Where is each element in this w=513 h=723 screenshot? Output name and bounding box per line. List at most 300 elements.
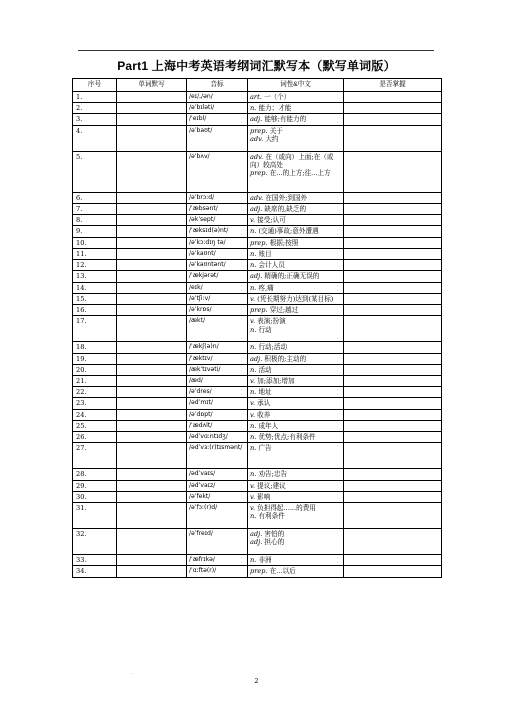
part-of-speech: n. — [250, 227, 257, 236]
chinese-meaning: 害怕的 — [264, 530, 285, 539]
phonetic: /ədˈvaɪs/ — [187, 469, 248, 480]
chinese-meaning: 接受;认可 — [257, 216, 286, 225]
meaning-line — [250, 433, 341, 441]
phonetic: /əˈkrɒs/ — [187, 305, 248, 316]
part-of-speech: v. — [250, 410, 256, 419]
mastered-blank[interactable] — [344, 432, 442, 443]
meaning — [248, 375, 344, 386]
meaning — [248, 555, 344, 566]
word-blank[interactable] — [117, 480, 187, 491]
chinese-meaning: 影响 — [257, 492, 271, 501]
chinese-meaning: 行动 — [258, 325, 272, 334]
word-blank[interactable] — [117, 420, 187, 431]
mastered-blank[interactable] — [344, 364, 442, 375]
row-number: 27. — [73, 443, 117, 469]
chinese-meaning: 账目 — [258, 249, 272, 258]
phonetic: /əˈtʃiːv/ — [187, 293, 248, 304]
part-of-speech: art. — [250, 93, 262, 101]
table-row — [73, 443, 442, 469]
meaning-line — [250, 127, 341, 135]
word-blank[interactable] — [117, 469, 187, 480]
chinese-meaning: 负担得起......的费用 — [257, 504, 316, 513]
phonetic: /əˈbʌv/ — [187, 151, 248, 192]
chinese-meaning: 会计人员 — [258, 261, 285, 270]
word-blank[interactable] — [117, 342, 187, 353]
phonetic: /əˈbrɔːd/ — [187, 192, 248, 203]
word-blank[interactable] — [117, 316, 187, 342]
part-of-speech: adj. — [250, 538, 263, 547]
meaning — [248, 192, 344, 203]
mastered-blank[interactable] — [344, 237, 442, 248]
meaning — [248, 293, 344, 304]
table-row — [73, 529, 442, 555]
meaning-line — [250, 411, 341, 419]
meaning-line — [250, 399, 341, 407]
word-blank[interactable] — [117, 305, 187, 316]
mastered-blank[interactable] — [344, 260, 442, 271]
meaning-line — [250, 216, 341, 224]
chinese-meaning: 承认 — [257, 399, 271, 408]
row-number: 25. — [73, 420, 117, 431]
phonetic: /əˈbaʊt/ — [187, 125, 248, 151]
phonetic: /ˈæfrɪkə/ — [187, 555, 248, 566]
word-blank[interactable] — [117, 103, 187, 114]
part-of-speech: prep. — [250, 238, 268, 247]
word-blank[interactable] — [117, 215, 187, 226]
word-blank[interactable] — [117, 237, 187, 248]
meaning-line — [250, 295, 341, 303]
row-number: 31. — [73, 503, 117, 529]
chinese-meaning: 劝告;忠告 — [258, 470, 288, 479]
meaning-line — [250, 261, 341, 269]
word-blank[interactable] — [117, 151, 187, 192]
row-number: 28. — [73, 469, 117, 480]
header-rule — [78, 50, 434, 51]
chinese-meaning: 能够;有能力的 — [264, 115, 307, 124]
phonetic: /əˈkaʊntənt/ — [187, 260, 248, 271]
mastered-blank[interactable] — [344, 226, 442, 237]
meaning-line — [250, 153, 341, 169]
phonetic: /ækt/ — [187, 316, 248, 342]
table-row — [73, 226, 442, 237]
row-number: 32. — [73, 529, 117, 555]
table-row — [73, 114, 442, 125]
mastered-blank[interactable] — [344, 409, 442, 420]
row-number: 12. — [73, 260, 117, 271]
mastered-blank[interactable] — [344, 282, 442, 293]
table-row — [73, 503, 442, 529]
part-of-speech: n. — [250, 470, 257, 479]
table-row — [73, 342, 442, 353]
meaning — [248, 409, 344, 420]
meaning — [248, 443, 344, 469]
phonetic: /ˈɑːftə(r)/ — [187, 566, 248, 577]
meaning-line — [250, 239, 341, 247]
meaning — [248, 92, 344, 103]
phonetic: /əˈdɒpt/ — [187, 409, 248, 420]
part-of-speech: n. — [250, 261, 257, 270]
row-number: 18. — [73, 342, 117, 353]
part-of-speech: n. — [250, 343, 257, 352]
meaning-line — [250, 317, 341, 325]
meaning — [248, 353, 344, 364]
meaning-line — [250, 493, 341, 501]
meaning-line — [250, 470, 341, 478]
chinese-meaning: 在（或向）上面;在（或向）较高处 — [250, 152, 334, 169]
row-number: 29. — [73, 480, 117, 491]
row-number: 30. — [73, 491, 117, 502]
part-of-speech: n. — [250, 433, 257, 442]
mastered-blank[interactable] — [344, 353, 442, 364]
meaning-line — [250, 366, 341, 374]
meaning — [248, 480, 344, 491]
word-blank[interactable] — [117, 364, 187, 375]
row-number: 34. — [73, 566, 117, 577]
meaning-line — [250, 272, 341, 280]
meaning — [248, 237, 344, 248]
meaning-line — [250, 115, 341, 123]
word-blank[interactable] — [117, 226, 187, 237]
header-phonetic: 音标 — [187, 79, 248, 92]
mastered-blank[interactable] — [344, 305, 442, 316]
row-number: 10. — [73, 237, 117, 248]
phonetic: /ækˈtɪvəti/ — [187, 364, 248, 375]
meaning-line — [250, 444, 341, 452]
meaning — [248, 151, 344, 192]
meaning-line — [250, 556, 341, 564]
table-row — [73, 316, 442, 342]
table-row — [73, 125, 442, 151]
part-of-speech: n. — [250, 104, 257, 113]
word-blank[interactable] — [117, 260, 187, 271]
meaning — [248, 432, 344, 443]
part-of-speech: prep. — [250, 567, 268, 576]
chinese-meaning: (交通)事故;意外遭遇 — [258, 227, 319, 236]
phonetic: /ədˈvɜː(r)tɪsmənt/ — [187, 443, 248, 469]
meaning — [248, 387, 344, 398]
meaning — [248, 226, 344, 237]
word-blank[interactable] — [117, 409, 187, 420]
mastered-blank[interactable] — [344, 503, 442, 529]
header-meaning: 词性&中文 — [248, 79, 344, 92]
chinese-meaning: (凭长期努力)达到(某目标) — [257, 294, 334, 303]
chinese-meaning: 缺席的,缺乏的 — [264, 204, 307, 213]
chinese-meaning: 疼,痛 — [258, 283, 274, 292]
row-number: 3. — [73, 114, 117, 125]
table-row — [73, 271, 442, 282]
row-number: 19. — [73, 353, 117, 364]
phonetic: /ˈæktɪv/ — [187, 353, 248, 364]
chinese-meaning: 有利条件 — [258, 512, 285, 521]
part-of-speech: adj. — [250, 115, 263, 124]
chinese-meaning: 一（个） — [263, 93, 291, 101]
table-row — [73, 237, 442, 248]
meaning-line — [250, 135, 341, 143]
row-number: 1. — [73, 92, 117, 103]
header-mastered: 是否掌握 — [344, 79, 442, 92]
row-number: 2. — [73, 103, 117, 114]
part-of-speech: n. — [250, 556, 257, 565]
chinese-meaning: 广告 — [258, 444, 272, 453]
meaning-line — [250, 567, 341, 575]
mastered-blank[interactable] — [344, 293, 442, 304]
meaning — [248, 529, 344, 555]
row-number: 16. — [73, 305, 117, 316]
table-row — [73, 215, 442, 226]
chinese-meaning: 行动;活动 — [258, 343, 288, 352]
meaning — [248, 215, 344, 226]
part-of-speech: prep. — [250, 169, 268, 178]
row-number: 20. — [73, 364, 117, 375]
meaning — [248, 103, 344, 114]
meaning — [248, 305, 344, 316]
header-number: 序号 — [73, 79, 117, 92]
mastered-blank[interactable] — [344, 114, 442, 125]
chinese-meaning: 表演;扮演 — [257, 317, 286, 326]
part-of-speech: n. — [250, 421, 257, 430]
meaning — [248, 114, 344, 125]
chinese-meaning: 成年人 — [258, 421, 279, 430]
mastered-blank[interactable] — [344, 248, 442, 259]
meaning-line — [250, 205, 341, 213]
phonetic: /əˈdres/ — [187, 387, 248, 398]
phonetic: /eɪk/ — [187, 282, 248, 293]
table-row — [73, 192, 442, 203]
mastered-blank[interactable] — [344, 203, 442, 214]
row-number: 15. — [73, 293, 117, 304]
mastered-blank[interactable] — [344, 491, 442, 502]
part-of-speech: n. — [250, 283, 257, 292]
mastered-blank[interactable] — [344, 420, 442, 431]
table-row — [73, 203, 442, 214]
chinese-meaning: 活动 — [258, 365, 272, 374]
meaning-line — [250, 194, 341, 202]
word-blank[interactable] — [117, 491, 187, 502]
mastered-blank[interactable] — [344, 443, 442, 469]
table-row — [73, 491, 442, 502]
table-row — [73, 260, 442, 271]
word-blank[interactable] — [117, 125, 187, 151]
table-row — [73, 566, 442, 577]
word-blank[interactable] — [117, 443, 187, 469]
table-header-row — [73, 79, 442, 92]
word-blank[interactable] — [117, 203, 187, 214]
meaning-line — [250, 93, 341, 101]
word-blank[interactable] — [117, 353, 187, 364]
row-number: 8. — [73, 215, 117, 226]
mastered-blank[interactable] — [344, 566, 442, 577]
word-blank[interactable] — [117, 432, 187, 443]
phonetic: /eɪ/,/ən/ — [187, 92, 248, 103]
meaning-line — [250, 512, 341, 520]
meaning — [248, 125, 344, 151]
phonetic: /ˈækjərət/ — [187, 271, 248, 282]
mastered-blank[interactable] — [344, 192, 442, 203]
word-blank[interactable] — [117, 387, 187, 398]
phonetic: /ˈædʌlt/ — [187, 420, 248, 431]
phonetic: /ədˈvɑːntɪdʒ/ — [187, 432, 248, 443]
header-spelling: 单词默写 — [117, 79, 187, 92]
row-number: 4. — [73, 125, 117, 151]
row-number: 24. — [73, 409, 117, 420]
part-of-speech: v. — [250, 481, 256, 490]
mastered-blank[interactable] — [344, 469, 442, 480]
word-blank[interactable] — [117, 282, 187, 293]
chinese-meaning: 加;添加;增加 — [257, 376, 295, 385]
table-row — [73, 353, 442, 364]
chinese-meaning: 积极的;主动的 — [264, 354, 307, 363]
part-of-speech: prep. — [250, 126, 268, 135]
row-number: 7. — [73, 203, 117, 214]
meaning-line — [250, 306, 341, 314]
table-row — [73, 248, 442, 259]
row-number: 17. — [73, 316, 117, 342]
part-of-speech: prep. — [250, 306, 268, 315]
row-number: 5. — [73, 151, 117, 192]
phonetic: /əˈkɔːdɪŋ tə/ — [187, 237, 248, 248]
meaning-line — [250, 482, 341, 490]
chinese-meaning: 担心的 — [264, 538, 285, 547]
meaning — [248, 420, 344, 431]
mastered-blank[interactable] — [344, 151, 442, 192]
row-number: 14. — [73, 282, 117, 293]
part-of-speech: adj. — [250, 272, 263, 281]
mastered-blank[interactable] — [344, 271, 442, 282]
part-of-speech: n. — [250, 388, 257, 397]
table-row — [73, 375, 442, 386]
word-blank[interactable] — [117, 398, 187, 409]
phonetic: /əˈfekt/ — [187, 491, 248, 502]
word-blank[interactable] — [117, 114, 187, 125]
row-number: 13. — [73, 271, 117, 282]
table-row — [73, 293, 442, 304]
word-blank[interactable] — [117, 92, 187, 103]
word-blank[interactable] — [117, 293, 187, 304]
meaning — [248, 503, 344, 529]
meaning-line — [250, 355, 341, 363]
meaning-line — [250, 250, 341, 258]
row-number: 6. — [73, 192, 117, 203]
meaning — [248, 248, 344, 259]
chinese-meaning: 能力；才能 — [258, 104, 292, 113]
phonetic: /əkˈsept/ — [187, 215, 248, 226]
meaning — [248, 566, 344, 577]
phonetic: /ˈækʃ(ə)n/ — [187, 342, 248, 353]
word-blank[interactable] — [117, 503, 187, 529]
table-row — [73, 103, 442, 114]
meaning-line — [250, 388, 341, 396]
chinese-meaning: 地址 — [258, 388, 272, 397]
part-of-speech: adj. — [250, 354, 263, 363]
part-of-speech: v. — [250, 492, 256, 501]
mastered-blank[interactable] — [344, 480, 442, 491]
chinese-meaning: 精确的;正确无误的 — [264, 272, 320, 281]
phonetic: /ədˈvaɪz/ — [187, 480, 248, 491]
footer-mark: . — [131, 669, 133, 676]
row-number: 23. — [73, 398, 117, 409]
chinese-meaning: 大约 — [265, 134, 279, 143]
chinese-meaning: 根据;按照 — [269, 238, 299, 247]
chinese-meaning: 在...的上方;往...上方 — [269, 169, 331, 178]
word-blank[interactable] — [117, 248, 187, 259]
row-number: 11. — [73, 248, 117, 259]
word-blank[interactable] — [117, 566, 187, 577]
table-row — [73, 555, 442, 566]
meaning — [248, 260, 344, 271]
mastered-blank[interactable] — [344, 215, 442, 226]
chinese-meaning: 在国外;到国外 — [265, 193, 308, 202]
mastered-blank[interactable] — [344, 398, 442, 409]
meaning — [248, 203, 344, 214]
word-blank[interactable] — [117, 529, 187, 555]
phonetic: /æd/ — [187, 375, 248, 386]
phonetic: /ˈæksɪd(ə)nt/ — [187, 226, 248, 237]
meaning — [248, 491, 344, 502]
table-row — [73, 409, 442, 420]
mastered-blank[interactable] — [344, 387, 442, 398]
part-of-speech: adv. — [250, 152, 264, 161]
part-of-speech: n. — [250, 365, 257, 374]
meaning-line — [250, 227, 341, 235]
phonetic: /ədˈmɪt/ — [187, 398, 248, 409]
meaning — [248, 364, 344, 375]
mastered-blank[interactable] — [344, 316, 442, 342]
part-of-speech: v. — [250, 399, 256, 408]
meaning-line — [250, 422, 341, 430]
meaning — [248, 342, 344, 353]
chinese-meaning: 关于 — [269, 126, 283, 135]
word-blank[interactable] — [117, 192, 187, 203]
meaning-line — [250, 538, 341, 546]
table-row — [73, 387, 442, 398]
chinese-meaning: 优势;优点;有利条件 — [258, 433, 316, 442]
word-blank[interactable] — [117, 375, 187, 386]
chinese-meaning: 在...以后 — [269, 567, 296, 576]
part-of-speech: n. — [250, 249, 257, 258]
mastered-blank[interactable] — [344, 92, 442, 103]
meaning — [248, 398, 344, 409]
mastered-blank[interactable] — [344, 529, 442, 555]
phonetic: /əˈbɪləti/ — [187, 103, 248, 114]
table-row — [73, 151, 442, 192]
meaning — [248, 282, 344, 293]
meaning-line — [250, 284, 341, 292]
table-row — [73, 480, 442, 491]
row-number: 21. — [73, 375, 117, 386]
mastered-blank[interactable] — [344, 555, 442, 566]
chinese-meaning: 收养 — [257, 410, 271, 419]
mastered-blank[interactable] — [344, 375, 442, 386]
meaning-line — [250, 343, 341, 351]
part-of-speech: v. — [250, 376, 256, 385]
meaning-line — [250, 377, 341, 385]
mastered-blank[interactable] — [344, 342, 442, 353]
meaning-line — [250, 326, 341, 334]
row-number: 33. — [73, 555, 117, 566]
mastered-blank[interactable] — [344, 125, 442, 151]
page-number: 2 — [254, 677, 259, 685]
table-row — [73, 92, 442, 103]
word-blank[interactable] — [117, 555, 187, 566]
table-row — [73, 364, 442, 375]
phonetic: /əˈkaʊnt/ — [187, 248, 248, 259]
phonetic: /ˈæbsənt/ — [187, 203, 248, 214]
row-number: 22. — [73, 387, 117, 398]
word-blank[interactable] — [117, 271, 187, 282]
table-body — [73, 92, 442, 578]
table-row — [73, 420, 442, 431]
mastered-blank[interactable] — [344, 103, 442, 114]
